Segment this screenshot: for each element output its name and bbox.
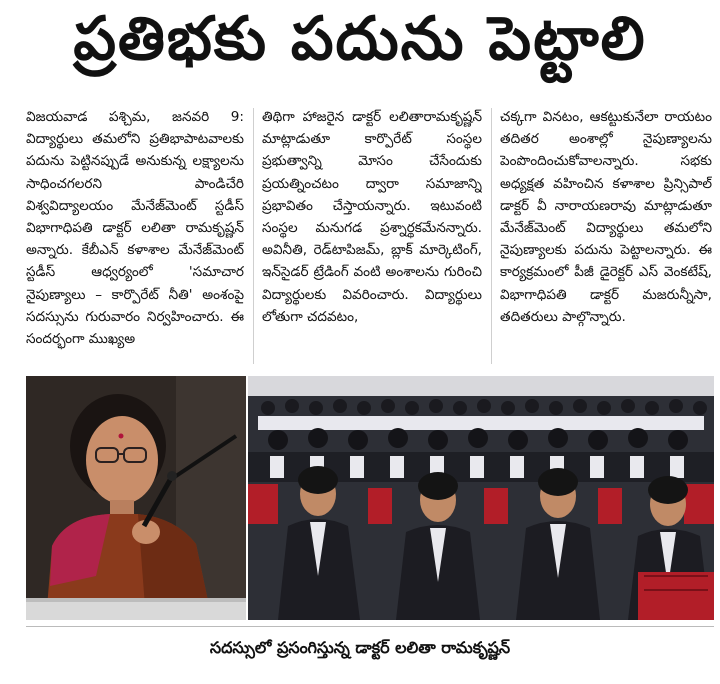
article-text: చక్కగా వినటం, ఆకట్టుకునేలా రాయటం తదితర అంశాల్లో నైపుణ్యాలను పెంపొందించుకోవాలన్నారు. సభకు అధ్యక్షత వహించిన కళాశాల ప్రిన్సిపాల్ డాక్టర్ వీ నారాయణరావు మాట్లాడుతూ మేనేజ్‌మెంట్ విద్యార్థులు తమలోని నైపుణ్యాలకు పదును పెట్టాలన్నారు. ఈ కార్యక్రమంలో పీజీ డైరెక్టర్ ఎస్ వెంకటేష్, విభాగాధిపతి డాక్టర్ మజరున్నీసా, తదితరులు పాల్గొన్నారు.: [500, 109, 712, 325]
photo-caption: సదస్సులో ప్రసంగిస్తున్న డాక్టర్ లలితా రామకృష్ణన్: [209, 637, 511, 657]
speaker-photo: [26, 376, 246, 620]
article-column-2: [262, 106, 482, 364]
speaker-illustration: [26, 376, 246, 620]
column-divider: [491, 108, 492, 364]
article-text: విజయవాడ పశ్చిమ, జనవరి 9: విద్యార్థులు తమలోని ప్రతిభాపాటవాలకు పదును పెట్టినప్పుడే అనుకున్న లక్ష్యాలను సాధించగలరని పాండిచేరి విశ్వవిద్యాలయం మేనేజ్‌మెంట్ స్టడీస్ విభాగాధిపతి డాక్టర్ లలితా రామకృష్ణన్ అన్నారు. కేబీఎన్ కళాశాల మేనేజ్‌మెంట్ స్టడీస్ ఆధ్వర్యంలో 'సమాచార నైపుణ్యాలు – కార్పొరేట్ నీతి' అంశంపై సదస్సును గురువారం నిర్వహించారు. ఈ సందర్భంగా ముఖ్యఅ: [26, 109, 244, 348]
headline: ప్రతిభకు పదును పెట్టాలి: [73, 4, 647, 74]
article-text: తిథిగా హాజరైన డాక్టర్ లలితారామకృష్ణన్ మాట్లాడుతూ కార్పొరేట్ సంస్థల ప్రభుత్వాన్ని మోసం చేసేందుకు ప్రయత్నించటం ద్వారా సమాజాన్ని ప్రభావితం చేస్తాయన్నారు. ఇటువంటి సంస్థల మనుగడ ప్రశ్నార్థకమేనన్నారు. అవినీతి, రెడ్‌టాపిజమ్, బ్లాక్ మార్కెటింగ్, ఇన్‌సైడర్ ట్రేడింగ్ వంటి అంశాలను గురించి విద్యార్థులకు వివరించారు. విద్యార్థులు లోతుగా చదవటం,: [262, 109, 482, 325]
article-column-3: [500, 106, 712, 364]
article-column-1: [26, 106, 244, 364]
audience-photo: [248, 376, 714, 620]
photo-strip: [26, 376, 714, 620]
audience-illustration: [248, 376, 714, 620]
caption-divider: [26, 626, 714, 627]
column-divider: [253, 108, 254, 364]
